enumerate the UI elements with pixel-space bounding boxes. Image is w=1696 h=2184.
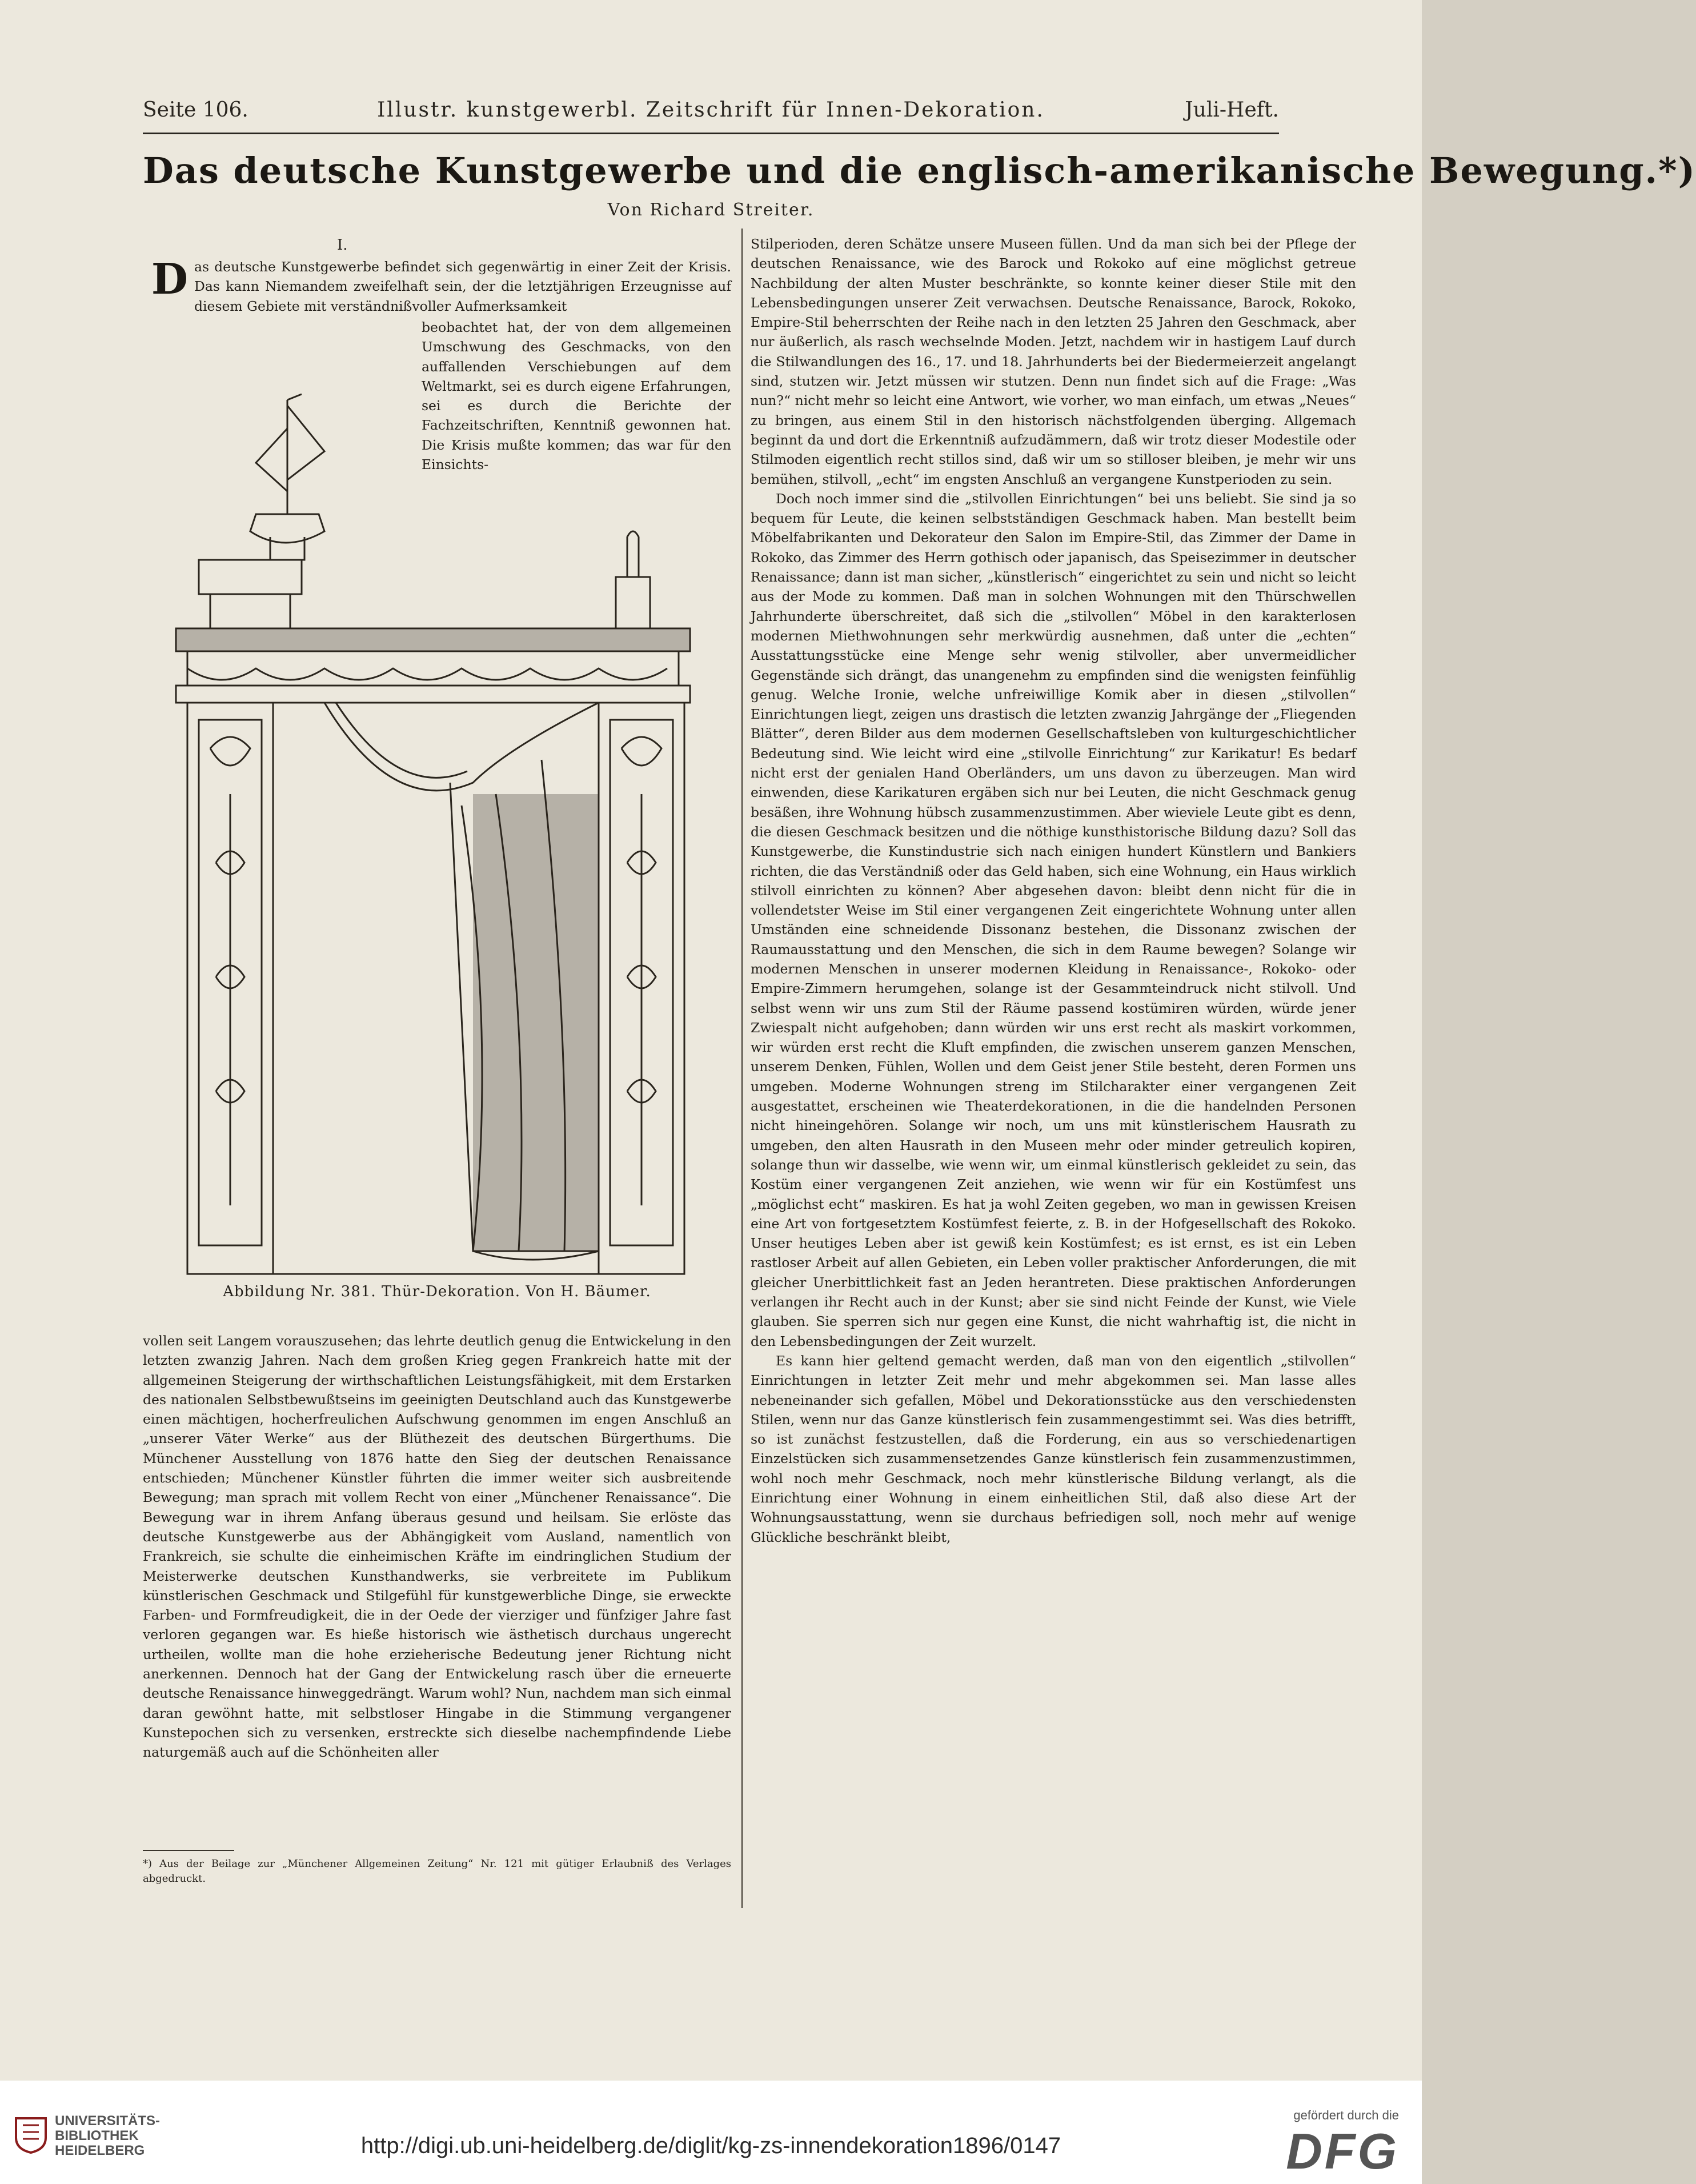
- header-rule: [143, 133, 1279, 134]
- running-head: [143, 98, 1279, 133]
- section-number: I.: [337, 237, 348, 254]
- column-rule: [741, 229, 743, 1908]
- article-byline: Von Richard Streiter.: [607, 200, 815, 220]
- digitization-footer: [0, 2081, 1422, 2184]
- drop-cap: D: [151, 255, 189, 304]
- door-decoration-illustration: [153, 348, 713, 1274]
- right-paragraph-2: Doch noch immer sind die „stilvollen Einrichtungen“ bei uns beliebt. Sie sind ja so bequem für Leute, die keinen selbstständigen Geschmack haben. Man bestellt beim Möbelfabrikanten und Dekorateur den Salon im Empire-Stil, das Zimmer der Dame in Rokoko, das Zimmer des Herrn gothisch oder japanisch, das Speisezimmer in deutscher Renaissance; dann ist man sicher, „künstlerisch“ eingerichtet zu sein und nicht so leicht aus der Mode zu kommen. Daß man in solchen Wohnungen mit den Thürschwellen Jahrhunderte überschreitet, daß sich die „stilvollen“ Möbel in den karakterlosen modernen Miethwohnungen sehr merkwürdig ausnehmen, daß unter die „echten“ Ausstattungsstücke eine Menge sehr wenig stilvoller, aber unvermeidlicher Gegenstände sich drängt, das unangenehm zu empfinden sind die wenigsten feinfühlig genug. Welche Ironie, welche unfreiwillige Komik aber in diesen „stilvollen“ Einrichtungen liegt, zeigen uns drastisch die letzten zwanzig Jahrgänge der „Fliegenden Blätter“, deren Bilder aus dem modernen Gesellschaftsleben von kulturgeschichtlicher Bedeutung sind. Wie leicht wird eine „stilvolle Einrichtung“ zur Karikatur! Es bedarf nicht erst der genialen Hand Oberländers, um uns davon zu überzeugen. Man wird einwenden, diese Karikaturen ergäben sich nur bei Leuten, die nicht Geschmack genug besäßen, ihre Wohnung hübsch zusammenzustimmen. Aber wieviele Leute gibt es denn, die diesen Geschmack besitzen und die nöthige kunsthistorische Bildung dazu? Soll das Kunstgewerbe, die Kunstindustrie sich nach einigen hundert Künstlern und Bankiers richten, die das Verständniß oder das Geld haben, sich eine Wohnung, ein Haus wirklich stilvoll einrichten zu können? Aber abgesehen davon: bleibt denn nicht für die in vollendetster Weise im Stil einer vergangenen Zeit eingerichtete Wohnung unter allen Umständen eine schneidende Dissonanz bestehen, die Dissonanz zwischen der Raumausstattung und den Menschen, die sich in dem Raume bewegen? Solange wir modernen Menschen in unserer modernen Kleidung in Renaissance-, Rokoko- oder Empire-Zimmern herumgehen, solange ist der Gesammteindruck nicht stilvoll. Und selbst wenn wir uns zum Stil der Räume passend kostümiren würden, würde jener Zwiespalt nicht aufgehoben; dann würden wir uns erst recht als maskirt vorkommen, wir würden erst recht die Kluft empfinden, die zwischen unserem ganzen Menschen, unserem Denken, Fühlen, Wollen und dem Geist jener Stile besteht, deren Formen uns umgeben. Moderne Wohnungen streng im Stilcharakter einer vergangenen Zeit ausgestattet, erscheinen wie Theaterdekorationen, in die die handelnden Personen nicht hineingehören. Solange wir noch, um uns mit künstlerischem Hausrath zu umgeben, den alten Hausrath in den Museen mehr oder minder getreulich kopiren, solange thun wir dasselbe, wie wenn wir, um einmal künstlerisch gekleidet zu sein, das Kostüm einer vergangenen Zeit anziehen, wie wenn wir für ein Kostümfest uns „möglichst echt“ maskiren. Es hat ja wohl Zeiten gegeben, wo man in gewissen Kreisen eine Art von fortgesetztem Kostümfest feierte, z. B. in der Hofgesellschaft des Rokoko. Unser heutiges Leben aber ist gewiß kein Kostümfest; es ist ernst, es ist ein Leben rastloser Arbeit auf allen Gebieten, ein Leben voller praktischer Anforderungen, die mit gleicher Unerbittlichkeit fast an Jeden herantreten. Diese praktischen Anforderungen verlangen ihr Recht auch in der Kunst; aber sie sind nicht Feinde der Kunst, wie Viele glauben. Sie sperren sich nur gegen eine Kunst, die nicht wahrhaftig ist, die nicht in den Lebensbedingungen der Zeit wurzelt.: [751, 490, 1356, 1349]
- right-column: [751, 234, 1356, 1908]
- library-name-line-2: BIBLIOTHEK: [55, 2128, 139, 2143]
- page-number: Seite 106.: [143, 98, 248, 122]
- funding-note: gefördert durch die: [1293, 2108, 1399, 2122]
- journal-title: Illustr. kunstgewerbl. Zeitschrift für Innen-Dekoration.: [377, 98, 1045, 122]
- intro-paragraph-wrap: beobachtet hat, der von dem allgemeinen Umschwung des Geschmacks, von den auffallenden Verschiebungen auf dem Weltmarkt, sei es durch eigene Erfahrungen, sei es durch die Berichte der Fachzeitschriften, Kenntniß gewonnen hat. Die Krisis mußte kommen; das war für den Einsichts-: [422, 319, 731, 473]
- right-paragraph-1: Stilperioden, deren Schätze unsere Museen füllen. Und da man sich bei der Pflege der deutschen Renaissance, wie des Barock und Rokoko auf eine möglichst getreue Nachbildung der alten Muster beschränkte, so konnte keiner dieser Stile mit den Lebensbedingungen unserer Zeit verwachsen. Deutsche Renaissance, Barock, Rokoko, Empire-Stil beherrschten der Reihe nach in den letzten 25 Jahren den Geschmack, aber nur äußerlich, als rasch wechselnde Moden. Jetzt, nachdem wir in hastigem Lauf durch die Stilwandlungen des 16., 17. und 18. Jahrhunderts bei der Biedermeierzeit angelangt sind, stutzen wir. Jetzt müssen wir stutzen. Denn nun findet sich auf die Frage: „Was nun?“ nicht mehr so leicht eine Antwort, wie vorher, wo man einfach, um etwas „Neues“ zu bringen, aus einem Stil in den historisch nächstfolgenden überging. Allgemach beginnt da und dort die Erkenntniß aufzudämmern, daß wir trotz dieser Modestile oder Stilmoden eigentlich recht stillos sind, daß wir um so stilloser bleiben, je mehr wir uns bemühen, stilvoll, „echt“ im engsten Anschluß an vergangene Kunstperioden zu sein.: [751, 236, 1356, 487]
- permalink-url[interactable]: http://digi.ub.uni-heidelberg.de/diglit/kg-zs-innendekoration1896/0147: [360, 2133, 1061, 2158]
- article-title: Das deutsche Kunstgewerbe und die englisch-amerikanische Bewegung.*): [143, 150, 1696, 191]
- footnote-rule: [143, 1850, 234, 1851]
- intro-paragraph-start: as deutsche Kunstgewerbe befindet sich gegenwärtig in einer Zeit der Krisis. Das kann Niemandem zweifelhaft sein, der die letztjährigen Erzeugnisse auf diesem Gebiete mit verständnißvoller Aufmerksamkeit: [194, 259, 731, 314]
- figure-caption: Abbildung Nr. 381. Thür-Dekoration. Von H. Bäumer.: [223, 1283, 651, 1300]
- intro-paragraph-continuation: vollen seit Langem vorauszusehen; das lehrte deutlich genug die Entwickelung in den letzten zwanzig Jahren. Nach dem großen Krieg gegen Frankreich hatte mit der allgemeinen Steigerung der wirthschaftlichen Leistungsfähigkeit, mit dem Erstarken des nationalen Selbstbewußtseins im geeinigten Deutschland auch das Kunstgewerbe einen mächtigen, hocherfreulichen Aufschwung genommen im engen Anschluß an „unserer Väter Werke“ aus der Blüthezeit des deutschen Bürgerthums. Die Münchener Ausstellung von 1876 hatte den Sieg der deutschen Renaissance entschieden; Münchener Künstler führten die immer weiter sich ausbreitende Bewegung; man sprach mit vollem Recht von einer „Münchener Renaissance“. Die Bewegung war in ihrem Anfang überaus gesund und heilsam. Sie erlöste das deutsche Kunstgewerbe aus der Abhängigkeit vom Ausland, namentlich von Frankreich, sie schulte die einheimischen Kräfte im eindringlichen Studium der Meisterwerke deutschen Kunsthandwerks, sie verbreitete im Publikum künstlerischen Geschmack und Stilgefühl für kunstgewerbliche Dinge, sie erweckte Farben- und Formfreudigkeit, die in der Oede der vierziger und fünfziger Jahre fast verloren gegangen war. Es hieße historisch wie ästhetisch durchaus ungerecht urtheilen, wollte man die hohe erzieherische Bedeutung jener Richtung nicht anerkennen. Dennoch hat der Gang der Entwickelung rasch über die erneuerte deutsche Renaissance hinweggedrängt. Warum wohl? Nun, nachdem man sich einmal daran gewöhnt hatte, mit selbstloser Hingabe in die Stimmung vergangener Kunstepochen sich zu versenken, erstreckte sich dieselbe nachempfindende Liebe naturgemäß auch auf die Schönheiten aller: [143, 1333, 731, 1761]
- footnote: *) Aus der Beilage zur „Münchener Allgemeinen Zeitung“ Nr. 121 mit gütiger Erlaubniß des Verlages abgedruckt.: [143, 1858, 731, 1885]
- library-name-line-1: UNIVERSITÄTS-: [55, 2113, 161, 2129]
- door-decoration-engraving: [153, 348, 713, 1274]
- dfg-logo: DFG: [1286, 2123, 1399, 2179]
- library-name-line-3: HEIDELBERG: [55, 2143, 145, 2158]
- left-column-top: [194, 257, 731, 316]
- right-paragraph-3: Es kann hier geltend gemacht werden, daß man von den eigentlich „stilvollen“ Einrichtungen in letzter Zeit mehr und mehr abgekommen sei. Man lasse alles nebeneinander sich gefallen, Möbel und Dekorationsstücke aus den verschiedensten Stilen, wenn nur das Ganze künstlerisch fein zusammengestimmt sei. Was dies betrifft, so ist zunächst festzustellen, daß die Forderung, ein aus so verschiedenartigen Einzelstücken sich zusammensetzendes Ganze künstlerisch fein zusammenzustimmen, wohl noch mehr Geschmack, noch mehr künstlerische Bildung verlangt, als die Einrichtung einer Wohnung in einem einheitlichen Stil, daß also diese Art der Wohnungsausstattung, wenn sie durchaus befriedigen soll, noch mehr auf wenige Glückliche beschränkt bleibt,: [751, 1352, 1356, 1545]
- issue-label: Juli-Heft.: [1185, 98, 1279, 122]
- left-column-bottom: [143, 1331, 731, 1845]
